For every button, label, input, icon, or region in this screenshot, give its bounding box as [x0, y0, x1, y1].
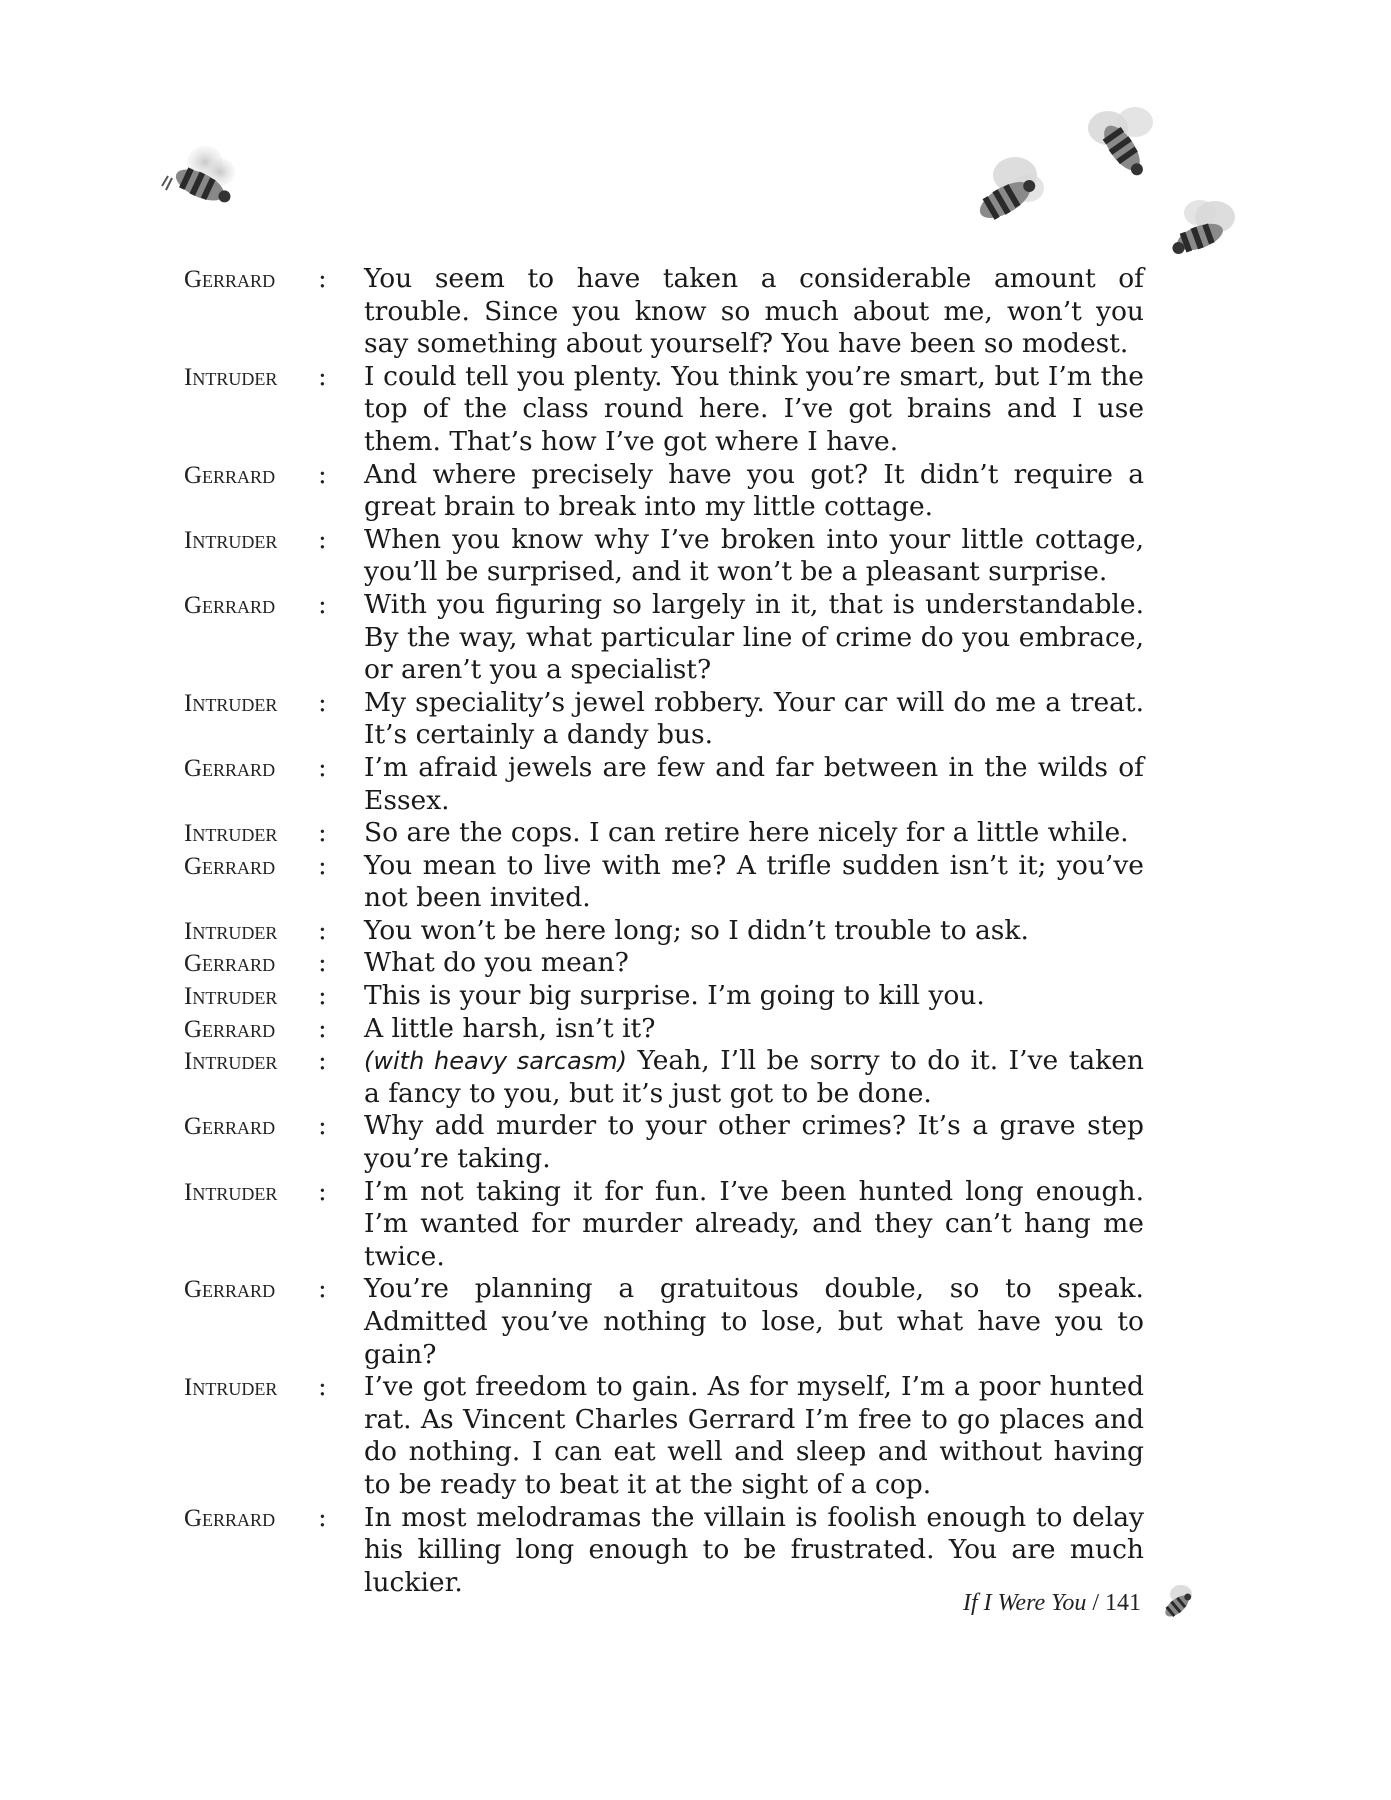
- speaker-name: Gerrard: [184, 1276, 276, 1304]
- spoken-text: When you know why I’ve broken into your little cottage, you’ll be surprised, and it won’t be a pleasant surprise.: [364, 523, 1144, 588]
- speaker-name: Intruder: [184, 820, 278, 848]
- speaker-colon: :: [318, 687, 327, 718]
- speaker-colon: :: [318, 850, 327, 881]
- play-dialogue: [184, 263, 1144, 1599]
- spoken-text: I could tell you plenty. You think you’re smart, but I’m the top of the class round here. I’ve got brains and I use them. That’s how I’ve got where I have.: [364, 360, 1144, 457]
- spoken-text: I’ve got freedom to gain. As for myself, I’m a poor hunted rat. As Vincent Charles Gerrard I’m free to go places and do nothing. I can eat well and sleep and without having to be ready to beat it at the sight of a cop.: [364, 1371, 1144, 1500]
- speaker-name: Intruder: [184, 363, 278, 391]
- dialogue-line: [184, 1176, 1144, 1274]
- spoken-text: You won’t be here long; so I didn’t trouble to ask.: [364, 914, 1029, 946]
- dialogue-line: [184, 1273, 1144, 1371]
- speaker-name: Gerrard: [184, 1113, 276, 1141]
- spoken-text: This is your big surprise. I’m going to kill you.: [364, 980, 985, 1012]
- speaker-colon: :: [318, 1176, 327, 1207]
- speaker-name: Gerrard: [184, 591, 276, 619]
- speaker-colon: :: [318, 524, 327, 555]
- speaker-colon: :: [318, 361, 327, 392]
- speaker-colon: :: [318, 752, 327, 783]
- speaker-colon: :: [318, 264, 327, 294]
- speaker-name: Gerrard: [184, 461, 276, 489]
- page-footer: [963, 1590, 1141, 1617]
- dialogue-line: [184, 915, 1144, 948]
- spoken-text: My speciality’s jewel robbery. Your car will do me a treat. It’s certainly a dandy bus.: [364, 686, 1144, 751]
- dialogue-line: [184, 1045, 1144, 1110]
- dialogue-line: [184, 1110, 1144, 1175]
- bee-icon: [1080, 100, 1165, 180]
- speaker-name: Intruder: [184, 1048, 278, 1076]
- spoken-text: You’re planning a gratuitous double, so to speak. Admitted you’ve nothing to lose, but what have you to gain?: [364, 1273, 1144, 1370]
- speaker-colon: :: [318, 1111, 327, 1142]
- speaker-colon: :: [318, 1046, 327, 1077]
- speaker-name: Gerrard: [184, 1504, 276, 1532]
- dialogue-line: [184, 687, 1144, 752]
- dialogue-line: [184, 361, 1144, 459]
- bee-icon: [160, 140, 240, 215]
- dialogue-line: [184, 263, 1144, 361]
- dialogue-line: [184, 980, 1144, 1013]
- bee-icon: [1160, 195, 1245, 265]
- speaker-name: Intruder: [184, 526, 278, 554]
- spoken-text: I’m afraid jewels are few and far between in the wilds of Essex.: [364, 751, 1144, 816]
- speaker-colon: :: [318, 818, 327, 849]
- speaker-colon: :: [318, 459, 327, 490]
- dialogue-line: [184, 752, 1144, 817]
- speaker-colon: :: [318, 1372, 327, 1403]
- dialogue-line: [184, 524, 1144, 589]
- spoken-text: Why add murder to your other crimes? It’s a grave step you’re taking.: [364, 1110, 1144, 1175]
- speaker-name: Gerrard: [184, 852, 276, 880]
- speaker-name: Gerrard: [184, 266, 276, 293]
- page-number: 141: [1105, 1590, 1141, 1616]
- spoken-text: With you figuring so largely in it, that is understandable. By the way, what particular line of crime do you embrace, or aren’t you a specialist?: [364, 588, 1144, 686]
- speaker-name: Intruder: [184, 689, 278, 717]
- bee-icon: [1155, 1580, 1200, 1625]
- dialogue-line: [184, 850, 1144, 915]
- speaker-colon: :: [318, 1502, 327, 1533]
- spoken-text: In most melodramas the villain is foolish enough to delay his killing long enough to be frustrated. You are much luckier.: [364, 1501, 1144, 1598]
- footer-separator: /: [1086, 1590, 1105, 1616]
- dialogue-line: [184, 817, 1144, 850]
- spoken-text: [364, 1045, 1144, 1110]
- speaker-colon: :: [318, 948, 327, 979]
- dialogue-line: [184, 459, 1144, 524]
- speaker-name: Intruder: [184, 1374, 278, 1402]
- dialogue-line: [184, 1371, 1144, 1501]
- spoken-text: What do you mean?: [364, 947, 629, 979]
- spoken-text: You seem to have taken a considerable amount of trouble. Since you know so much about me, won’t you say something about yourself? You have been so modest.: [364, 263, 1144, 360]
- spoken-text: So are the cops. I can retire here nicely for a little while.: [364, 817, 1129, 849]
- speaker-name: Intruder: [184, 917, 278, 945]
- speaker-colon: :: [318, 1274, 327, 1305]
- speaker-colon: :: [318, 1013, 327, 1044]
- speaker-colon: :: [318, 981, 327, 1012]
- spoken-text: A little harsh, isn’t it?: [364, 1012, 656, 1044]
- book-title: If I Were You: [962, 1590, 1087, 1616]
- speaker-name: Gerrard: [184, 754, 276, 782]
- spoken-text-body: Yeah, I’ll be sorry to do it. I’ve taken a fancy to you, but it’s just got to be done.: [364, 1045, 1144, 1109]
- speaker-name: Gerrard: [184, 950, 276, 978]
- stage-direction: (with heavy sarcasm): [364, 1047, 628, 1076]
- speaker-name: Gerrard: [184, 1015, 276, 1043]
- dialogue-line: [184, 1013, 1144, 1046]
- spoken-text: You mean to live with me? A trifle sudden isn’t it; you’ve not been invited.: [364, 849, 1144, 914]
- dialogue-line: [184, 589, 1144, 687]
- speaker-colon: :: [318, 589, 327, 620]
- dialogue-line: [184, 1502, 1144, 1600]
- speaker-colon: :: [318, 915, 327, 946]
- bee-icon: [960, 150, 1050, 230]
- spoken-text: I’m not taking it for fun. I’ve been hunted long enough. I’m wanted for murder already, and they can’t hang me twice.: [364, 1175, 1144, 1272]
- speaker-name: Intruder: [184, 1178, 278, 1206]
- dialogue-line: [184, 947, 1144, 980]
- spoken-text: And where precisely have you got? It didn’t require a great brain to break into my little cottage.: [364, 458, 1144, 523]
- speaker-name: Intruder: [184, 983, 278, 1011]
